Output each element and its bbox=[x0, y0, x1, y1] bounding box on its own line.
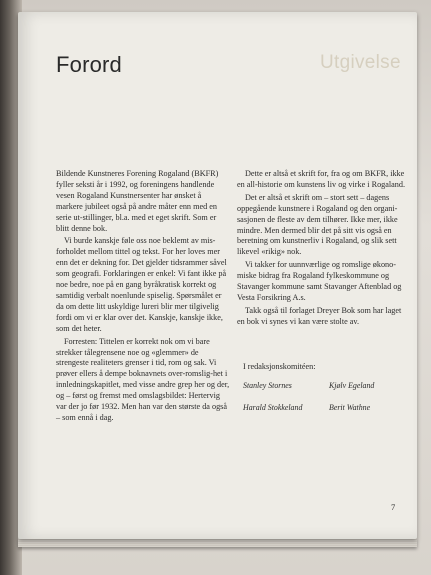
committee-member: Kjølv Egeland bbox=[329, 381, 375, 390]
paragraph: Vi burde kanskje føle oss noe beklemt av mis-forholdet mellom tittel og tekst. For her loves mer enn det er dekning for. Det gjelder tidsrammer såvel som geografi. Forklaringen er enkel: Vi fant ikke på noe bedre, noe på en gang byråkratisk korrekt og samtidig verbalt noenlunde spiselig. Spørsmålet er da om dette litt uskyldige lureri blir mer tilgivelig fordi om vi er klar over det. Kanskje, kanskje ikke, som det heter. bbox=[56, 236, 227, 333]
committee-names bbox=[243, 381, 403, 412]
editorial-committee bbox=[243, 362, 403, 412]
paragraph: Vi takker for uunnværlige og romslige økono-miske bidrag fra Rogaland fylkeskommune og Stavanger kommune samt Stavanger Aftenblad og Vesta Forsikring A.s. bbox=[237, 260, 402, 302]
committee-member: Berit Wathne bbox=[329, 403, 371, 412]
right-text-column bbox=[237, 169, 409, 330]
book-page bbox=[18, 12, 417, 539]
paragraph: Det er altså et skrift om – stort sett – dagens oppegående kunstnere i Rogaland og den organi-sasjonen de fleste av dem tilhører. Ikke mer, ikke mindre. Men dermed blir det på sitt vis også en beretning om kunstnerliv i Rogaland, og slik sett likevel «rikig» nok. bbox=[237, 192, 398, 257]
page-title: Forord bbox=[56, 52, 122, 77]
paragraph: Bildende Kunstneres Forening Rogaland (BKFR) fyller seksti år i 1992, og foreningens handlende vesen Rogaland Kunstnersenter har ønsket å markere jubileet også på andre måter enn med en serie ut-stillinger, bl.a. med et eget skrift. Som er blitt denne bok. bbox=[56, 169, 219, 233]
page-edges bbox=[18, 538, 417, 547]
show-through-heading: Utgivelse bbox=[320, 52, 401, 73]
left-text-column bbox=[56, 169, 230, 426]
paragraph: Takk også til forlaget Dreyer Bok som har laget en bok vi synes vi kan være stolte av. bbox=[237, 305, 402, 326]
committee-member: Harald Stokkeland bbox=[243, 403, 303, 412]
committee-heading: I redaksjonskomitéen: bbox=[243, 362, 316, 371]
paragraph: Dette er altså et skrift for, fra og om BKFR, ikke en all-historie om kunstens liv og virke i Rogaland. bbox=[237, 169, 406, 189]
committee-member: Stanley Stornes bbox=[243, 381, 292, 390]
page-number: 7 bbox=[391, 502, 396, 512]
paragraph: Forresten: Tittelen er korrekt nok om vi bare strekker tålegrensene noe og «glemmer» de strengeste realiteters grenser i tid, rom og sak. Vi prøver ellers å dempe boknavnets over-romslig-het i innledningskapitlet, med visse andre grep her og der, og – først og fremst med omslagsbildet: Hertervig var der jo før 1932. Men han var den største da også – som ennå i dag. bbox=[56, 336, 230, 422]
